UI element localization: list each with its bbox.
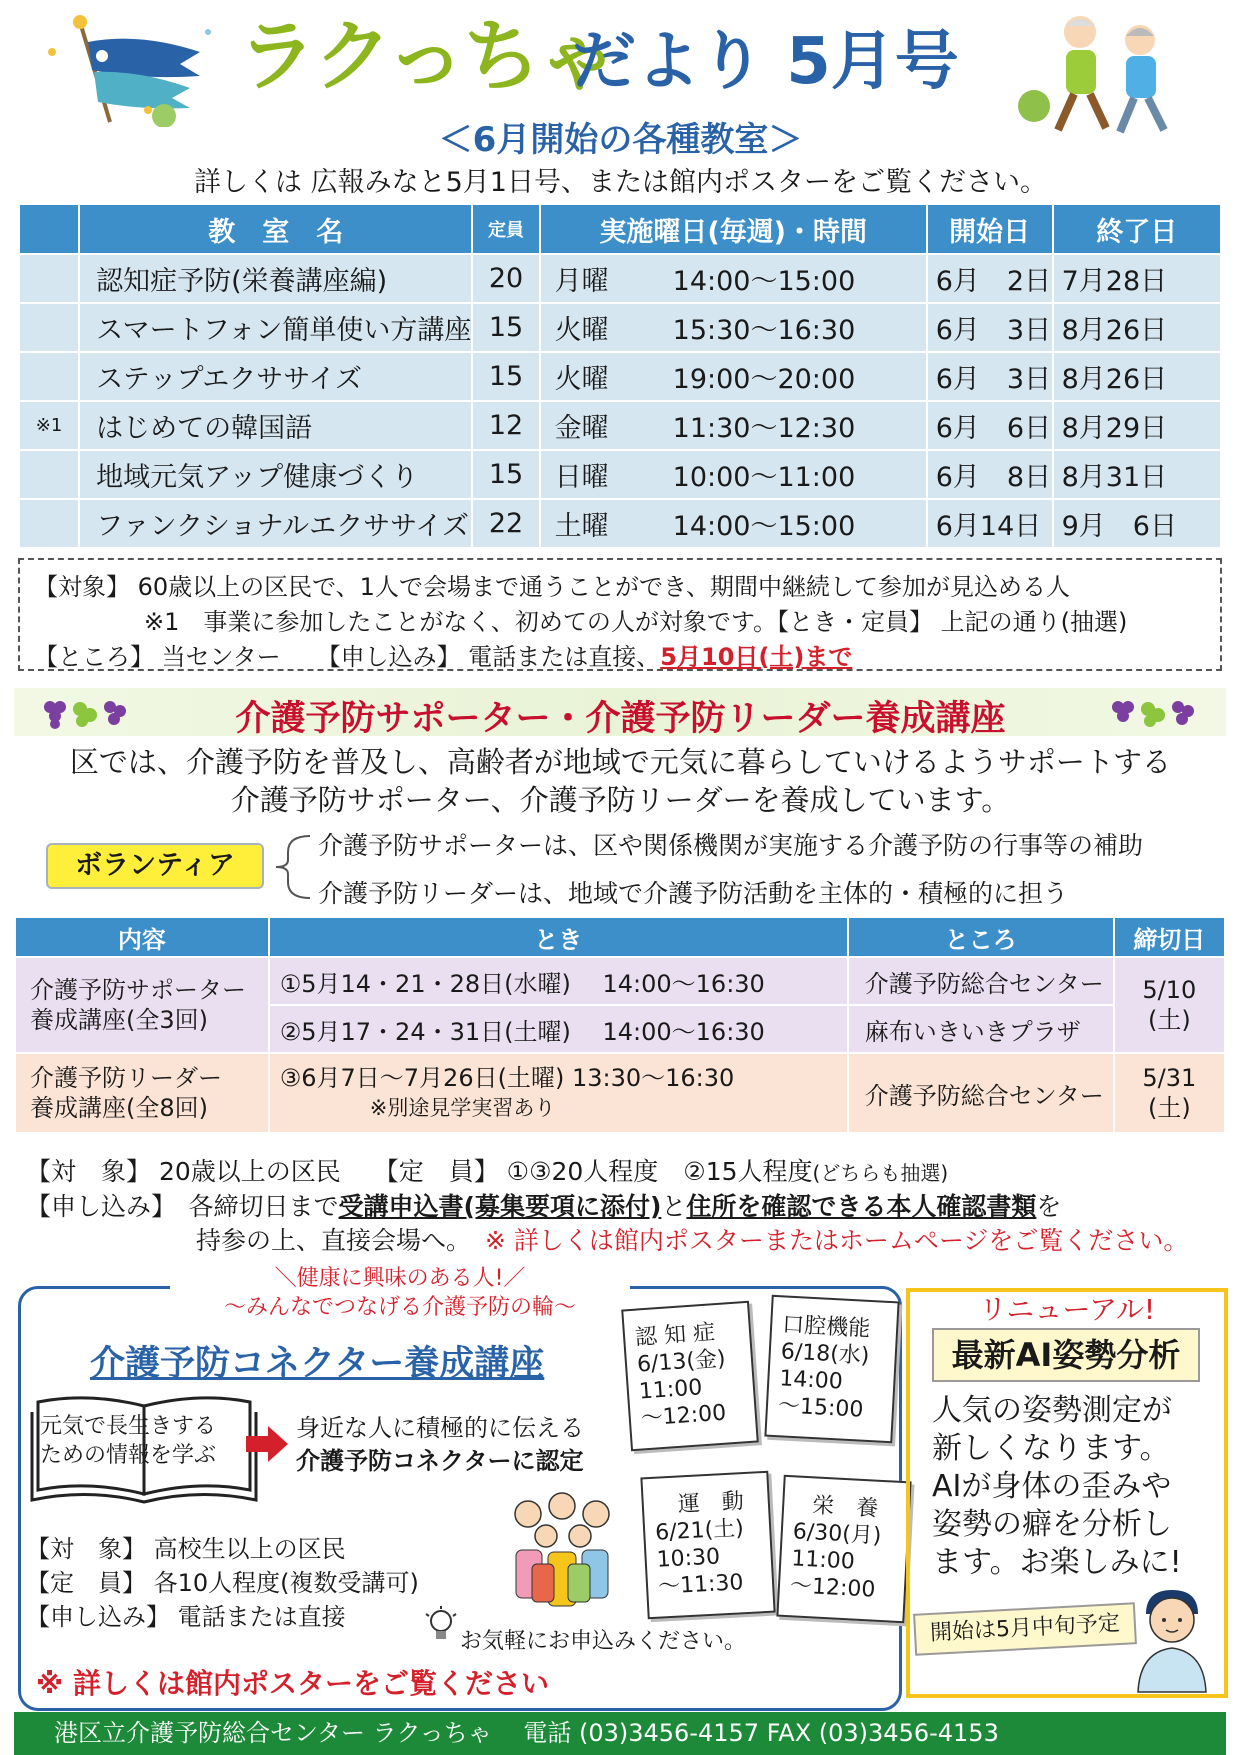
class-end: 7月28日	[1053, 254, 1221, 303]
section-subtitle: ＜6月開始の各種教室＞	[438, 120, 803, 160]
intro-line: 区では、介護予防を普及し、高齢者が地域で元気に暮らしていけるようサポートする	[69, 745, 1172, 779]
requirement-line	[26, 1190, 1188, 1224]
class-day: 火曜	[554, 364, 609, 395]
application-text: 【ところ】 当センター 【申し込み】 電話または直接、	[34, 643, 661, 671]
course-place: 介護予防総合センター	[848, 1053, 1114, 1133]
renewal-description	[932, 1392, 1182, 1582]
connector-call-to-action: お気軽にお申込みください。	[460, 1629, 747, 1654]
session-start: 11:00	[790, 1546, 856, 1575]
description-line: ます。お楽しみに!	[932, 1545, 1182, 1580]
class-time: 19:00～20:00	[672, 364, 856, 395]
connector-header	[170, 1264, 630, 1322]
description-line: 新しくなります。	[932, 1431, 1170, 1466]
class-name: 地域元気アップ健康づくり	[79, 450, 472, 499]
class-start: 6月14日	[927, 499, 1053, 548]
connector-info	[26, 1532, 419, 1634]
class-start: 6月 2日	[927, 254, 1053, 303]
class-name: 認知症予防(栄養講座編)	[79, 254, 472, 303]
class-schedule	[540, 303, 927, 352]
class-start: 6月 3日	[927, 352, 1053, 401]
table-row	[19, 450, 1221, 499]
col-deadline: 締切日	[1114, 917, 1225, 957]
session-start: 10:30	[656, 1544, 721, 1573]
newsletter-title: ラクっちゃ	[238, 12, 615, 102]
section-title: 介護予防サポーター・介護予防リーダー養成講座	[235, 699, 1006, 739]
session-start: 11:00	[638, 1375, 704, 1405]
book-line: ための情報を学ぶ	[40, 1443, 217, 1468]
volunteer-badge: ボランティア	[46, 843, 264, 889]
session-end: ～11:30	[657, 1570, 745, 1600]
class-capacity: 15	[472, 450, 539, 499]
col-when: とき	[269, 917, 848, 957]
class-capacity: 15	[472, 352, 539, 401]
session-start: 14:00	[778, 1366, 844, 1395]
class-capacity: 22	[472, 499, 539, 548]
certification-line: 介護予防コネクターに認定	[296, 1447, 584, 1475]
connector-title: 介護予防コネクター養成講座	[90, 1344, 545, 1384]
class-schedule	[540, 401, 927, 450]
arrow-right-icon	[244, 1424, 290, 1464]
deadline-date: 5/10	[1142, 976, 1197, 1004]
course-schedule: ①5月14・21・28日(水曜) 14:00～16:30	[269, 957, 848, 1005]
session-card	[640, 1471, 775, 1620]
session-card	[621, 1301, 759, 1452]
class-end: 8月31日	[1053, 450, 1221, 499]
class-day: 火曜	[554, 315, 609, 346]
session-end: ～12:00	[640, 1400, 727, 1432]
deadline-day: (土)	[1147, 1006, 1191, 1034]
course-requirements	[26, 1155, 1188, 1258]
deadline-date: 5/31	[1142, 1064, 1197, 1092]
class-end: 9月 6日	[1053, 499, 1221, 548]
course-schedule	[269, 1053, 848, 1133]
requirement-text: 【対 象】 20歳以上の区民 【定 員】 ①③20人程度 ②15人程度	[26, 1157, 813, 1186]
class-capacity: 15	[472, 303, 539, 352]
deadline-day: (土)	[1147, 1094, 1191, 1122]
session-title: 栄 養	[811, 1493, 879, 1522]
class-end: 8月29日	[1053, 401, 1221, 450]
required-document: 住所を確認できる本人確認書類	[686, 1192, 1037, 1221]
class-start: 6月 8日	[927, 450, 1053, 499]
course-name-line: 介護予防リーダー	[30, 1064, 222, 1092]
courses-table	[14, 916, 1226, 1134]
session-card	[776, 1475, 911, 1624]
renewal-start-note: 開始は5月中旬予定	[913, 1602, 1137, 1656]
session-title: 認 知 症	[634, 1320, 716, 1351]
required-document: 受講申込書(募集要項に添付)	[338, 1192, 662, 1221]
class-time: 14:00～15:00	[672, 266, 856, 297]
connector-capacity: 【定 員】 各10人程度(複数受講可)	[26, 1569, 419, 1597]
course-deadline	[1114, 1053, 1225, 1133]
requirement-text: 【申し込み】 各締切日まで	[26, 1192, 339, 1221]
class-schedule	[540, 450, 927, 499]
description-line: 人気の姿勢測定が	[932, 1393, 1172, 1428]
renewal-headline: 最新AI姿勢分析	[932, 1328, 1200, 1382]
table-row	[19, 401, 1221, 450]
volunteer-role-supporter: 介護予防サポーターは、区や関係機関が実施する介護予防の行事等の補助	[318, 831, 1144, 860]
description-line: 姿勢の癖を分析し	[932, 1507, 1172, 1542]
session-title: 運 動	[677, 1489, 745, 1518]
course-schedule: ②5月17・24・31日(土曜) 14:00～16:30	[269, 1005, 848, 1053]
eligibility-box	[18, 558, 1222, 671]
connector-apply: 【申し込み】 電話または直接	[26, 1603, 346, 1631]
course-name-line: 介護予防サポーター	[30, 976, 246, 1004]
requirement-text: と	[661, 1192, 687, 1221]
class-name: スマートフォン簡単使い方講座	[79, 303, 472, 352]
session-date: 6/13(金)	[636, 1346, 727, 1378]
class-time: 11:30～12:30	[672, 413, 856, 444]
connector-tagline: ～みんなでつなげる介護予防の輪～	[223, 1295, 576, 1320]
col-start: 開始日	[927, 204, 1053, 254]
session-date: 6/21(土)	[654, 1516, 745, 1546]
courses-header-row	[15, 917, 1225, 957]
class-day: 土曜	[554, 511, 609, 542]
intro-line: 介護予防サポーター、介護予防リーダーを養成しています。	[230, 783, 1011, 817]
course-place: 介護予防総合センター	[848, 957, 1114, 1005]
table-row	[15, 1053, 1225, 1133]
application-line	[34, 640, 1206, 675]
course-name-line: 養成講座(全3回)	[30, 1006, 208, 1034]
classes-table	[18, 203, 1222, 549]
footer-contact: 港区立介護予防総合センター ラクっちゃ 電話 (03)3456-4157 FAX (03)3456-4153	[14, 1712, 1226, 1755]
course-schedule-line: ③6月7日～7月26日(土曜) 13:30～16:30	[279, 1064, 735, 1092]
header-note: 詳しくは 広報みなと5月1日号、または館内ポスターをご覧ください。	[194, 167, 1047, 198]
session-end: ～12:00	[789, 1573, 876, 1603]
course-name-line: 養成講座(全8回)	[30, 1094, 208, 1122]
section-intro	[0, 743, 1241, 819]
requirement-line	[26, 1224, 1188, 1258]
row-mark: ※1	[19, 401, 79, 450]
course-name	[15, 957, 269, 1053]
book-line: 元気で長生きする	[40, 1414, 217, 1439]
newsletter-issue: だより 5月号	[572, 25, 959, 99]
connector-tagline: ＼健康に興味のある人!／	[274, 1266, 526, 1291]
requirement-text: 持参の上、直接会場へ。	[196, 1226, 472, 1255]
course-deadline	[1114, 957, 1225, 1053]
table-row	[19, 499, 1221, 548]
carp-streamer-illustration	[40, 12, 220, 127]
table-row	[15, 957, 1225, 1005]
renewal-title: リニューアル!	[978, 1293, 1156, 1326]
brace-icon	[270, 830, 314, 904]
row-mark	[19, 450, 79, 499]
col-content: 内容	[15, 917, 269, 957]
class-schedule	[540, 254, 927, 303]
table-row	[19, 303, 1221, 352]
class-schedule	[540, 499, 927, 548]
connector-poster-note: ※ 詳しくは館内ポスターをご覧ください	[36, 1667, 549, 1700]
requirement-text: を	[1036, 1192, 1062, 1221]
table-row	[19, 352, 1221, 401]
connector-target: 【対 象】 高校生以上の区民	[26, 1535, 346, 1563]
class-capacity: 20	[472, 254, 539, 303]
class-start: 6月 3日	[927, 303, 1053, 352]
session-card	[764, 1295, 899, 1444]
deadline-text: 5月10日(土)まで	[660, 643, 853, 671]
requirement-note: ※ 詳しくは館内ポスターまたはホームページをご覧ください。	[485, 1226, 1189, 1255]
connector-certification	[296, 1412, 584, 1478]
class-time: 10:00～11:00	[672, 462, 856, 493]
session-title: 口腔機能	[781, 1312, 871, 1342]
session-date: 6/30(月)	[792, 1519, 882, 1549]
col-schedule: 実施曜日(毎週)・時間	[540, 204, 927, 254]
book-text	[40, 1412, 216, 1470]
class-time: 15:30～16:30	[672, 315, 856, 346]
class-name: はじめての韓国語	[79, 401, 472, 450]
requirement-note: (どちらも抽選)	[812, 1161, 949, 1185]
class-day: 金曜	[554, 413, 609, 444]
lightbulb-icon	[424, 1606, 458, 1644]
class-end: 8月26日	[1053, 303, 1221, 352]
class-start: 6月 6日	[927, 401, 1053, 450]
col-capacity: 定員	[472, 204, 539, 254]
people-group-illustration	[500, 1484, 626, 1618]
class-name: ステップエクササイズ	[79, 352, 472, 401]
row-mark	[19, 352, 79, 401]
row-mark	[19, 254, 79, 303]
course-schedule-note: ※別途見学実習あり	[369, 1096, 556, 1120]
class-end: 8月26日	[1053, 352, 1221, 401]
course-place: 麻布いきいきプラザ	[848, 1005, 1114, 1053]
certification-line: 身近な人に積極的に伝える	[296, 1414, 584, 1442]
eligibility-line: 【対象】 60歳以上の区民で、1人で会場まで通うことができ、期間中継続して参加が見込める人	[34, 573, 1070, 601]
class-capacity: 12	[472, 401, 539, 450]
classes-header-row	[19, 204, 1221, 254]
col-end: 終了日	[1053, 204, 1221, 254]
class-name: ファンクショナルエクササイズ	[79, 499, 472, 548]
session-end: ～15:00	[777, 1393, 864, 1423]
staff-illustration	[1132, 1586, 1212, 1694]
volunteer-role-leader: 介護予防リーダーは、地域で介護予防活動を主体的・積極的に担う	[318, 879, 1069, 908]
col-class-name: 教 室 名	[79, 204, 472, 254]
class-schedule	[540, 352, 927, 401]
session-date: 6/18(水)	[780, 1339, 870, 1369]
class-day: 日曜	[554, 462, 609, 493]
table-row	[19, 254, 1221, 303]
class-time: 14:00～15:00	[672, 511, 856, 542]
row-mark	[19, 499, 79, 548]
row-mark	[19, 303, 79, 352]
course-name	[15, 1053, 269, 1133]
description-line: AIが身体の歪みや	[932, 1469, 1172, 1504]
requirement-line	[26, 1155, 1188, 1190]
eligibility-note: ※1 事業に参加したことがなく、初めての人が対象です。【とき・定員】 上記の通り(抽選)	[144, 608, 1128, 636]
col-where: ところ	[848, 917, 1114, 957]
class-day: 月曜	[554, 266, 609, 297]
